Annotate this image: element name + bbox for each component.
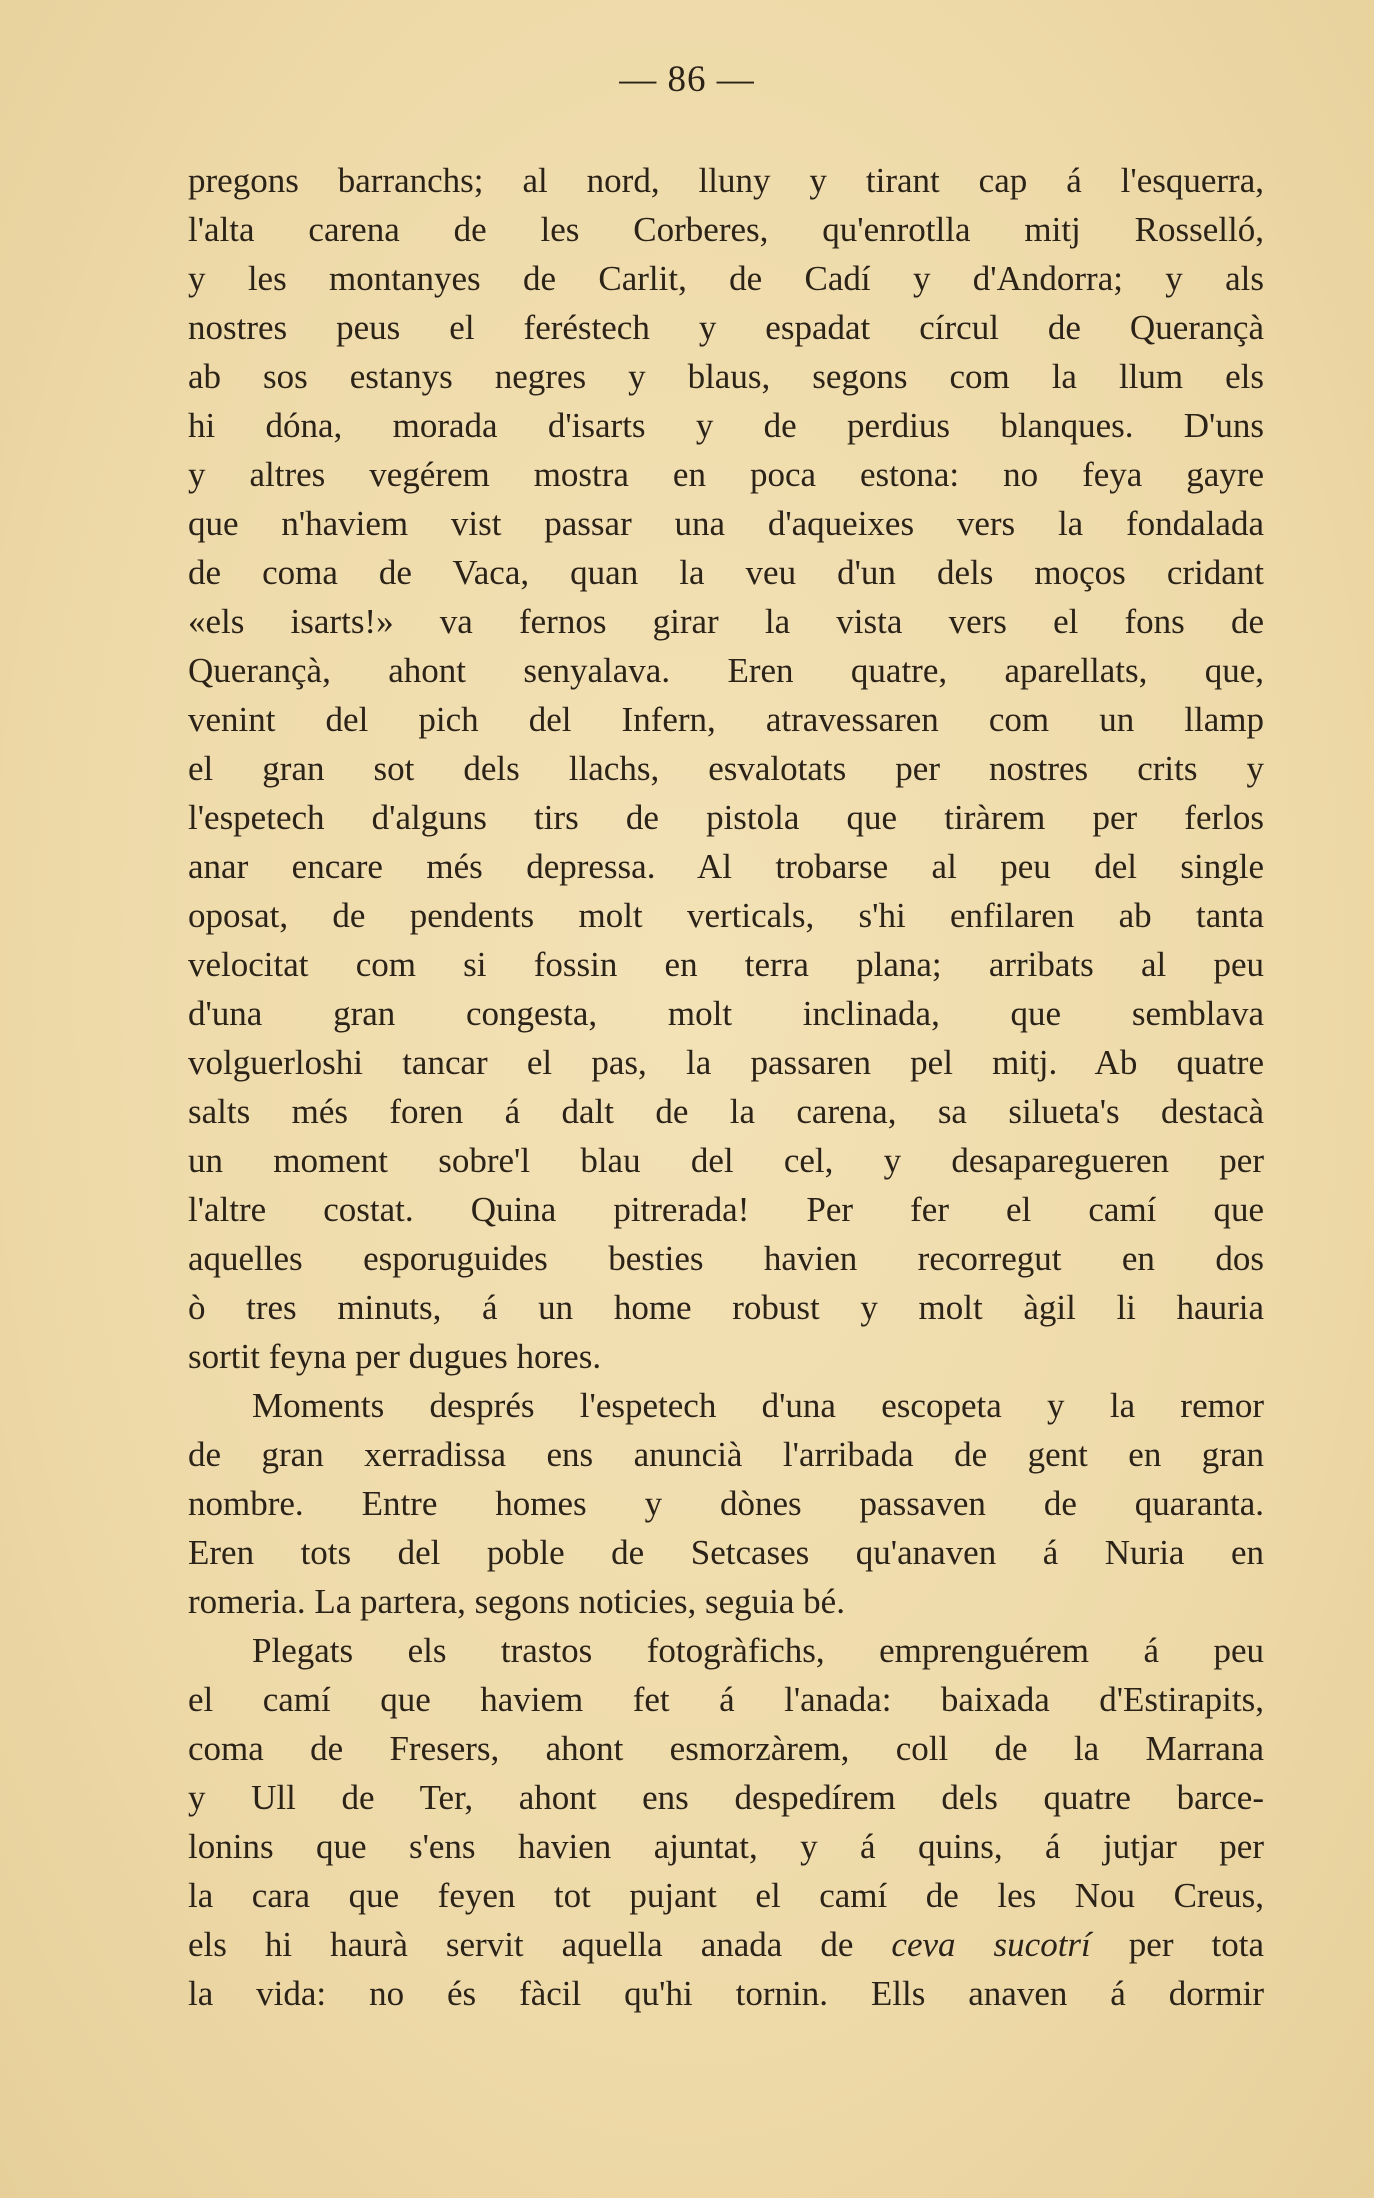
paragraph-start-line: Moments després l'espetech d'una escopeta y la remor	[252, 1386, 1264, 1425]
text-line-with-italic	[188, 1920, 1264, 1969]
paragraph-start-line: Plegats els trastos fotogràfichs, emprenguérem á peu	[252, 1631, 1264, 1670]
text-line: hi dóna, morada d'isarts y de perdius blanques. D'uns	[188, 406, 1264, 445]
text-line: ab sos estanys negres y blaus, segons com la llum els	[188, 357, 1264, 396]
line-text-before: els hi haurà servit aquella anada de	[188, 1925, 892, 1964]
text-line: volguerloshi tancar el pas, la passaren pel mitj. Ab quatre	[188, 1043, 1264, 1082]
text-line: el camí que haviem fet á l'anada: baixada d'Estirapits,	[188, 1680, 1264, 1719]
text-line: y altres vegérem mostra en poca estona: no feya gayre	[188, 455, 1264, 494]
text-line: d'una gran congesta, molt inclinada, que semblava	[188, 994, 1264, 1033]
page-number: — 86 —	[619, 59, 755, 100]
text-line: coma de Fresers, ahont esmorzàrem, coll de la Marrana	[188, 1729, 1264, 1768]
text-line: ò tres minuts, á un home robust y molt àgil li hauria	[188, 1288, 1264, 1327]
text-line: anar encare més depressa. Al trobarse al peu del single	[188, 847, 1264, 886]
text-line: y Ull de Ter, ahont ens despedírem dels quatre barce-	[188, 1778, 1264, 1817]
text-line: velocitat com si fossin en terra plana; arribats al peu	[188, 945, 1264, 984]
text-line: pregons barranchs; al nord, lluny y tirant cap á l'esquerra,	[188, 161, 1264, 200]
text-line: salts més foren á dalt de la carena, sa silueta's destacà	[188, 1092, 1264, 1131]
text-line: Querançà, ahont senyalava. Eren quatre, aparellats, que,	[188, 651, 1264, 690]
text-line: nombre. Entre homes y dònes passaven de quaranta.	[188, 1484, 1264, 1523]
text-line: oposat, de pendents molt verticals, s'hi enfilaren ab tanta	[188, 896, 1264, 935]
italic-phrase: ceva sucotrí	[891, 1925, 1091, 1964]
text-line: venint del pich del Infern, atravessaren com un llamp	[188, 700, 1264, 739]
text-line: de gran xerradissa ens anuncià l'arribada de gent en gran	[188, 1435, 1264, 1474]
text-line: que n'haviem vist passar una d'aqueixes vers la fondalada	[188, 504, 1264, 543]
paragraph-end-line: sortit feyna per dugues hores.	[188, 1337, 602, 1376]
text-line: «els isarts!» va fernos girar la vista vers el fons de	[188, 602, 1264, 641]
line-text-after: per tota	[1090, 1925, 1264, 1964]
text-line: l'alta carena de les Corberes, qu'enrotlla mitj Rosselló,	[188, 210, 1264, 249]
text-line: la vida: no és fàcil qu'hi tornin. Ells anaven á dormir	[188, 1974, 1264, 2013]
text-line: Eren tots del poble de Setcases qu'anaven á Nuria en	[188, 1533, 1264, 1572]
text-line: nostres peus el feréstech y espadat círcul de Querançà	[188, 308, 1264, 347]
body-text	[188, 156, 1264, 2018]
text-line: la cara que feyen tot pujant el camí de les Nou Creus,	[188, 1876, 1264, 1915]
text-line: l'altre costat. Quina pitrerada! Per fer el camí que	[188, 1190, 1264, 1229]
text-line: l'espetech d'alguns tirs de pistola que tiràrem per ferlos	[188, 798, 1264, 837]
text-line: aquelles esporuguides besties havien recorregut en dos	[188, 1239, 1264, 1278]
text-line: de coma de Vaca, quan la veu d'un dels moços cridant	[188, 553, 1264, 592]
text-line: y les montanyes de Carlit, de Cadí y d'Andorra; y als	[188, 259, 1264, 298]
paragraph-end-line: romeria. La partera, segons noticies, seguia bé.	[188, 1582, 845, 1621]
text-line: un moment sobre'l blau del cel, y desaparegueren per	[188, 1141, 1264, 1180]
text-line: el gran sot dels llachs, esvalotats per nostres crits y	[188, 749, 1264, 788]
text-line: lonins que s'ens havien ajuntat, y á quins, á jutjar per	[188, 1827, 1264, 1866]
